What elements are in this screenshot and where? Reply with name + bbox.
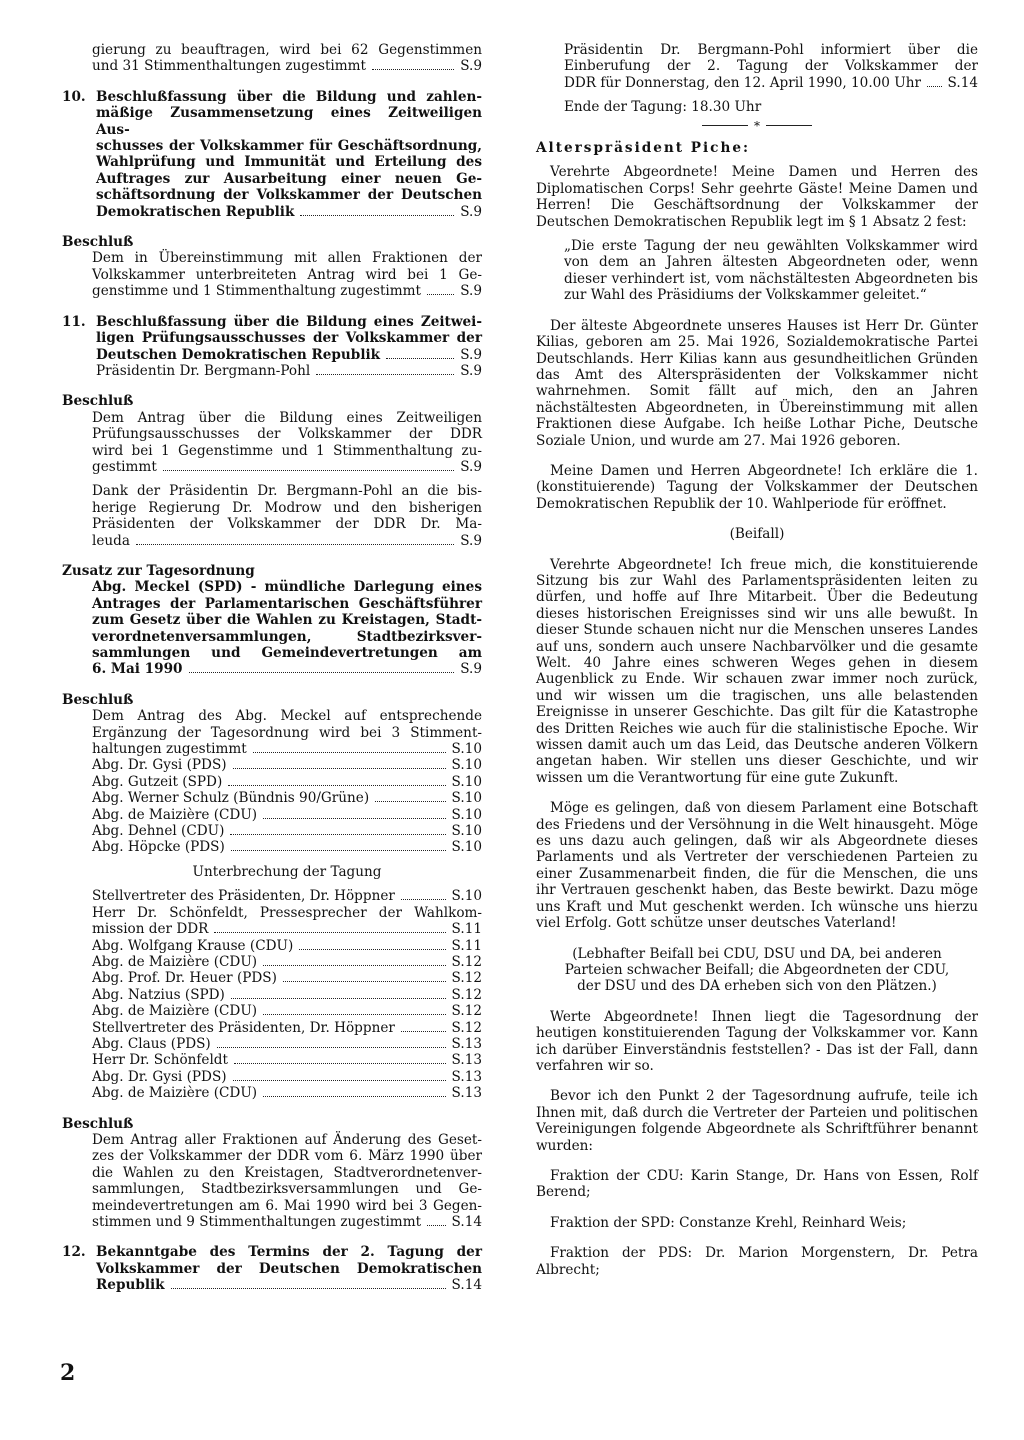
speaker-entry: Abg. de Maizière (CDU) S.12 [92,1003,482,1020]
beschluss-2: Dem Antrag über die Bildung eines Zeitweiligen Prüfungsausschusses der Volkskammer der DDR wird bei 1 Gegenstimme und 1 Stimmenthaltung zu- gestimmt S.9 Dank der Präsidentin Dr. Bergmann-Pohl an die bis- herige Regierung Dr. Modrow und den bisherigen Präsidenten der Volkskammer der DDR Dr. Ma- leuda S.9 [92,409,482,549]
speaker-entry: Abg. Dr. Gysi (PDS) S.10 [92,757,482,774]
speaker-entry: Abg. Werner Schulz (Bündnis 90/Grüne) S.10 [92,790,482,807]
speaker-entry: Abg. Dehnel (CDU) S.10 [92,823,482,840]
speech-paragraph: Meine Damen und Herren Abgeordnete! Ich erkläre die 1. (konstituierende) Tagung der Volkskammer der Deutschen Demokratischen Republik der 10. Wahlperiode für eröffnet. [536,462,978,512]
continuation-line: gierung zu beauftragen, wird bei 62 Gegenstimmen [92,42,482,58]
session-info: Präsidentin Dr. Bergmann-Pohl informiert über die Einberufung der 2. Tagung der Volkskammer der DDR für Donnerstag, den 12. April 1990, 10.00 Uhr S.14 Ende der Tagung: 18.30 Uhr [564,42,978,116]
speech-paragraph: Bevor ich den Punkt 2 der Tagesordnung aufrufe, teile ich Ihnen mit, daß durch die Vertreter der Parteien und politischen Vereinigungen folgende Abgeordnete als Schriftführer benannt wurden: [536,1088,978,1154]
speaker-entry: Abg. Dr. Gysi (PDS) S.13 [92,1068,482,1085]
right-column [536,42,978,1278]
session-end: Ende der Tagung: 18.30 Uhr [564,99,762,116]
zusatz-entry: Abg. Meckel (SPD) - mündliche Darlegung eines Antrages der Parlamentarischen Geschäftsführer zum Gesetz über die Wahlen zu Kreistagen, Stadt- verordnetenversammlungen, Stadtbezirksver- sammlungen und Gemeindevertretungen am 6. Mai 1990 S.9 [92,579,482,678]
beschluss-heading: Beschluß [62,393,134,410]
speech-paragraph: Verehrte Abgeordnete! Ich freue mich, die konstituierende Sitzung bis zur Wahl des Parlamentspräsidenten leiten zu dürfen, und hoffe auf Ihre Mitarbeit. Über die Bedeutung dieses historischen Ereignisses sind wir uns alle bewußt. In dieser Stunde schauen nicht nur die Menschen unseres Landes auf uns, sondern auch unsere Nachbarvölker und die gesamte Welt. 40 Jahre eines schweren Weges gehen in diesem Augenblick zu Ende. Wir schauen zwar immer noch zurück, und wir wissen um die tragischen, uns alle belastenden Ereignisse in unserer Geschichte. Das gilt für die Katastrophe des Dritten Reiches wie auch für die stalinistische Epoche. Wir wissen damit auch um das Leid, das Deutsche anderen Völkern angetan haben. Wir stellen uns dieser Geschichte, und wir wissen um die Verantwortung für eine gute Zukunft. [536,556,978,786]
speaker-entry: Abg. Gutzeit (SPD) S.10 [92,773,482,790]
beschluss-heading: Beschluß [62,1115,134,1132]
speaker-entry: Abg. de Maizière (CDU) S.13 [92,1085,482,1102]
left-column [62,42,482,1296]
speaker-entry: Abg. Claus (PDS) S.13 [92,1035,482,1052]
faction-spd: Fraktion der SPD: Constanze Krehl, Reinhard Weis; [550,1214,907,1231]
applause-note: (Lebhafter Beifall bei CDU, DSU und DA, bei anderen Parteien schwacher Beifall; die Abgeordneten der CDU, der DSU und des DA erheben sich von den Plätzen.) [564,945,950,995]
interruption-note: Unterbrechung der Tagung [192,863,382,880]
speaker-entry: Stellvertreter des Präsidenten, Dr. Höppner S.12 [92,1019,482,1036]
speaker-entry: mission der DDR S.11 [92,921,482,938]
speaker-entry: Herr Dr. Schönfeldt S.13 [92,1052,482,1069]
zusatz-heading: Zusatz zur Tagesordnung [62,562,255,579]
speaker-entry: Abg. Natzius (SPD) S.12 [92,986,482,1003]
speaker-entry: Herr Dr. Schönfeldt, Pressesprecher der Wahlkom- [92,904,482,921]
beschluss-heading: Beschluß [62,234,134,251]
applause-note: (Beifall) [729,526,785,543]
speech-paragraph: Werte Abgeordnete! Ihnen liegt die Tagesordnung der heutigen konstituierenden Tagung der Volkskammer vor. Kann ich darüber Einverständnis feststellen? - Das ist der Fall, dann verfahren wir so. [536,1008,978,1074]
faction-pds: Fraktion der PDS: Dr. Marion Morgenstern, Dr. Petra Albrecht; [536,1245,978,1278]
speech-paragraph: Möge es gelingen, daß von diesem Parlament eine Botschaft des Friedens und der Versöhnung in die Welt hinausgeht. Möge es uns dazu auch gelingen, daß wir als Abgeordnete dieses Parlaments und als Vertreter der verschiedenen Parteien zu einer Zusammenarbeit finden, die für die Menschen, die uns ihr Vertrauen geschenkt haben, das Beste bewirkt. Dazu möge uns Kraft und Mut geschenkt werden. Ich wünsche uns hierzu viel Erfolg. Gott schütze unser deutsches Vaterland! [536,800,978,932]
speaker-entry: Stellvertreter des Präsidenten, Dr. Höppner S.10 [92,888,482,905]
continuation-entry: und 31 Stimmenthaltungen zugestimmt S.9 [92,58,482,75]
speaker-entry: Abg. Höpcke (PDS) S.10 [92,839,482,856]
speaker-heading: Alterspräsident Piche: [536,140,751,157]
page-number: 2 [60,1360,76,1386]
rules-quote: „Die erste Tagung der neu gewählten Volkskammer wird von dem an Jahren ältesten Abgeordneten oder, wenn dieser verhindert ist, vom nächstältesten Abgeordneten bis zur Wahl des Präsidiums der Volkskammer geleitet.“ [564,238,978,304]
speech-paragraph: Verehrte Abgeordnete! Meine Damen und Herren des Diplomatischen Corps! Sehr geehrte Gäste! Meine Damen und Herren! Die Geschäftsordnung der Volkskammer der Deutschen Demokratischen Republik legt im § 1 Absatz 2 fest: [536,164,978,230]
speaker-list-2 [62,888,482,1101]
speaker-entry: Abg. Prof. Dr. Heuer (PDS) S.12 [92,970,482,987]
agenda-item-10: 10. Beschlußfassung über die Bildung und zahlen- mäßige Zusammensetzung eines Zeitweiligen Aus- schusses der Volkskammer für Geschäftsordnung, Wahlprüfung und Immunität und Erteilung des Auftrages zur Ausarbeitung einer neuen Ge- schäftsordnung der Volkskammer der Deutschen Demokratischen Republik S.9 [62,88,482,220]
separator: * [536,118,978,134]
beschluss-4: Dem Antrag aller Fraktionen auf Änderung des Geset- zes der Volkskammer der DDR vom 6. März 1990 über die Wahlen zu den Kreistagen, Stadtverordnetenver- sammlungen, Stadtbezirksversammlungen und Ge- meindevertretungen am 6. Mai 1990 wird bei 3 Gegen- stimmen und 9 Stimmenthaltungen zugestimmt S.14 [92,1131,482,1230]
speaker-entry: Abg. Wolfgang Krause (CDU) S.11 [92,937,482,954]
faction-cdu: Fraktion der CDU: Karin Stange, Dr. Hans von Essen, Rolf Berend; [536,1167,978,1201]
beschluss-3: Dem Antrag des Abg. Meckel auf entsprechende Ergänzung der Tagesordnung wird bei 3 Stimment- haltungen zugestimmt S.10 Abg. Dr. Gysi (PDS) S.10 Abg. Gutzeit (SPD) S.10 Abg. Werner Schulz (Bündnis 90/Grüne) S.10 Abg. de Maizière (CDU) S.10 Abg. Dehnel (CDU) S.10 Abg. Höpcke (PDS) S.10 [92,708,482,856]
speaker-entry: Abg. de Maizière (CDU) S.10 [92,806,482,823]
speech-paragraph: Der älteste Abgeordnete unseres Hauses ist Herr Dr. Günter Kilias, geboren am 25. Mai 1926, Sozialdemokratische Partei Deutschlands. Herr Kilias kann aus gesundheitlichen Gründen das Amt des Alterspräsidenten der Volkskammer nicht wahrnehmen. Somit fällt auf mich, den an Jahren nächstältesten Abgeordneten, in Übereinstimmung mit allen Fraktionen diese Aufgabe. Ich heiße Lothar Piche, Deutsche Soziale Union, und wurde am 27. Mai 1926 geboren. [536,317,978,449]
beschluss-1: Dem in Übereinstimmung mit allen Fraktionen der Volkskammer unterbreiteten Antrag wird bei 1 Ge- genstimme und 1 Stimmenthaltung zugestimmt S.9 [92,250,482,300]
speaker-entry: Abg. de Maizière (CDU) S.12 [92,953,482,970]
beschluss-heading: Beschluß [62,691,134,708]
agenda-item-11: 11. Beschlußfassung über die Bildung eines Zeitwei- ligen Prüfungsausschusses der Volkskammer der Deutschen Demokratischen Republik S.9 Präsidentin Dr. Bergmann-Pohl S.9 [62,313,482,379]
agenda-item-12: 12. Bekanntgabe des Termins der 2. Tagung der Volkskammer der Deutschen Demokratischen Republik S.14 [62,1244,482,1294]
